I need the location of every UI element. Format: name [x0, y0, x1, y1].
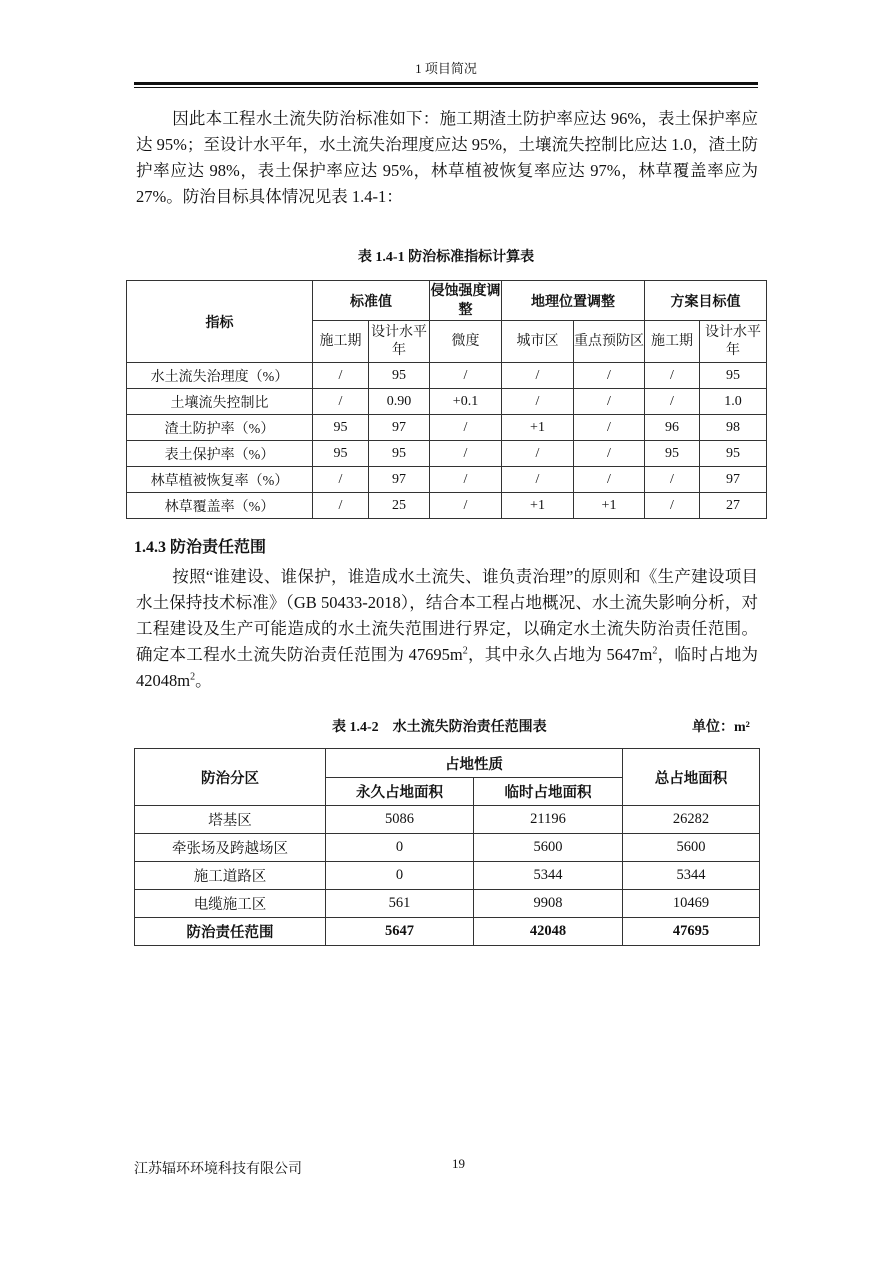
- superscript: 2: [462, 645, 468, 657]
- cell: /: [430, 363, 502, 389]
- para2-text-c: ，临时占地为 42048m: [136, 645, 758, 690]
- table-row: [135, 890, 760, 918]
- cell: 0: [326, 862, 474, 890]
- cell: 5086: [326, 806, 474, 834]
- total-temporary: 42048: [474, 918, 623, 946]
- cell: 97: [369, 415, 430, 441]
- cell: 5344: [474, 862, 623, 890]
- total-row: [135, 918, 760, 946]
- cell: /: [313, 363, 369, 389]
- zone-name: 塔基区: [135, 806, 326, 834]
- cell: /: [502, 389, 574, 415]
- th-design-year-target: 设计水平年: [700, 321, 767, 363]
- cell: /: [430, 467, 502, 493]
- cell: /: [430, 441, 502, 467]
- th-indicator: 指标: [127, 281, 313, 363]
- cell: 561: [326, 890, 474, 918]
- cell: /: [645, 467, 700, 493]
- row-name: 土壤流失控制比: [127, 389, 313, 415]
- cell: /: [645, 363, 700, 389]
- cell: /: [502, 467, 574, 493]
- section-heading: 1.4.3 防治责任范围: [134, 539, 267, 556]
- cell: 95: [645, 441, 700, 467]
- th-design-year: 设计水平年: [369, 321, 430, 363]
- cell: /: [502, 363, 574, 389]
- total-area: 47695: [623, 918, 760, 946]
- table2-unit: 单位：m²: [692, 720, 750, 735]
- cell: 26282: [623, 806, 760, 834]
- cell: /: [574, 415, 645, 441]
- table-row: [127, 493, 767, 519]
- cell: 96: [645, 415, 700, 441]
- cell: /: [574, 389, 645, 415]
- zone-name: 电缆施工区: [135, 890, 326, 918]
- cell: 10469: [623, 890, 760, 918]
- cell: 98: [700, 415, 767, 441]
- para2-text-a: 按照“谁建设、谁保护，谁造成水土流失、谁负责治理”的原则和《生产建设项目水土保持技术标准》（GB 50433-2018），结合本工程占地概况、水土流失影响分析，对工程建设及生产可能造成的水土流失范围进行界定，以确定水土流失防治责任范围。确定本工程水土流失防治责任范围为 47695m: [136, 567, 758, 664]
- standards-paragraph: [136, 106, 758, 210]
- superscript: 2: [652, 645, 658, 657]
- cell: +1: [574, 493, 645, 519]
- page-header: [134, 58, 758, 88]
- cell: /: [574, 441, 645, 467]
- cell: /: [502, 441, 574, 467]
- th-erosion-adjust: 侵蚀强度调整: [430, 281, 502, 321]
- table-row: [127, 441, 767, 467]
- cell: +1: [502, 415, 574, 441]
- para2-text-b: ，其中永久占地为 5647m: [467, 645, 653, 664]
- cell: 5600: [474, 834, 623, 862]
- th-slight: 微度: [430, 321, 502, 363]
- cell: /: [430, 415, 502, 441]
- row-name: 表土保护率（%）: [127, 441, 313, 467]
- cell: +0.1: [430, 389, 502, 415]
- cell: 0.90: [369, 389, 430, 415]
- responsibility-table: [134, 748, 760, 946]
- row-name: 渣土防护率（%）: [127, 415, 313, 441]
- cell: 95: [313, 441, 369, 467]
- para2-text-d: 。: [195, 671, 212, 690]
- th-urban: 城市区: [502, 321, 574, 363]
- table2-caption: 表 1.4-2 水土流失防治责任范围表: [332, 720, 547, 735]
- table-row: [135, 834, 760, 862]
- header-title: 1 项目简况: [415, 61, 477, 76]
- table-row: [127, 467, 767, 493]
- th-land-nature: 占地性质: [326, 749, 623, 778]
- total-permanent: 5647: [326, 918, 474, 946]
- table-row: [135, 806, 760, 834]
- th-geo-adjust: 地理位置调整: [502, 281, 645, 321]
- cell: 5600: [623, 834, 760, 862]
- th-permanent-area: 永久占地面积: [326, 778, 474, 806]
- th-standard: 标准值: [313, 281, 430, 321]
- cell: 27: [700, 493, 767, 519]
- cell: 21196: [474, 806, 623, 834]
- cell: 95: [700, 363, 767, 389]
- total-zone-name: 防治责任范围: [135, 918, 326, 946]
- header-rule-thick: [134, 82, 758, 85]
- table-row: [127, 415, 767, 441]
- cell: /: [645, 389, 700, 415]
- zone-name: 牵张场及跨越场区: [135, 834, 326, 862]
- superscript: 2: [190, 671, 196, 683]
- cell: 95: [369, 441, 430, 467]
- cell: 95: [369, 363, 430, 389]
- cell: /: [313, 467, 369, 493]
- cell: 25: [369, 493, 430, 519]
- row-name: 林草覆盖率（%）: [127, 493, 313, 519]
- cell: 95: [700, 441, 767, 467]
- page-number: 19: [452, 1156, 465, 1171]
- th-construction-target: 施工期: [645, 321, 700, 363]
- th-target: 方案目标值: [645, 281, 767, 321]
- cell: /: [645, 493, 700, 519]
- cell: 95: [313, 415, 369, 441]
- table-row: [135, 862, 760, 890]
- th-zone: 防治分区: [135, 749, 326, 806]
- cell: /: [430, 493, 502, 519]
- cell: /: [574, 363, 645, 389]
- th-total-area: 总占地面积: [623, 749, 760, 806]
- standards-table: [126, 280, 767, 519]
- cell: 97: [369, 467, 430, 493]
- table1-caption: 表 1.4-1 防治标准指标计算表: [357, 250, 535, 265]
- row-name: 水土流失治理度（%）: [127, 363, 313, 389]
- cell: 5344: [623, 862, 760, 890]
- th-construction: 施工期: [313, 321, 369, 363]
- th-temporary-area: 临时占地面积: [474, 778, 623, 806]
- th-key-zone: 重点预防区: [574, 321, 645, 363]
- cell: /: [574, 467, 645, 493]
- cell: +1: [502, 493, 574, 519]
- cell: 0: [326, 834, 474, 862]
- cell: 9908: [474, 890, 623, 918]
- cell: /: [313, 493, 369, 519]
- cell: 97: [700, 467, 767, 493]
- header-rule-thin: [134, 87, 758, 88]
- cell: 1.0: [700, 389, 767, 415]
- standards-paragraph-text: 因此本工程水土流失防治标准如下：施工期渣土防护率应达 96%，表土保护率应达 95%；至设计水平年，水土流失治理度应达 95%，土壤流失控制比应达 1.0，渣土防护率应达 98%，表土保护率应达 95%，林草植被恢复率应达 97%，林草覆盖率应为 27%。防治目标具体情况见表 1.4-1：: [136, 109, 758, 206]
- responsibility-paragraph: [136, 564, 758, 694]
- table-row: [127, 363, 767, 389]
- table-row: [127, 389, 767, 415]
- footer-company: 江苏辐环环境科技有限公司: [134, 1162, 302, 1177]
- zone-name: 施工道路区: [135, 862, 326, 890]
- row-name: 林草植被恢复率（%）: [127, 467, 313, 493]
- cell: /: [313, 389, 369, 415]
